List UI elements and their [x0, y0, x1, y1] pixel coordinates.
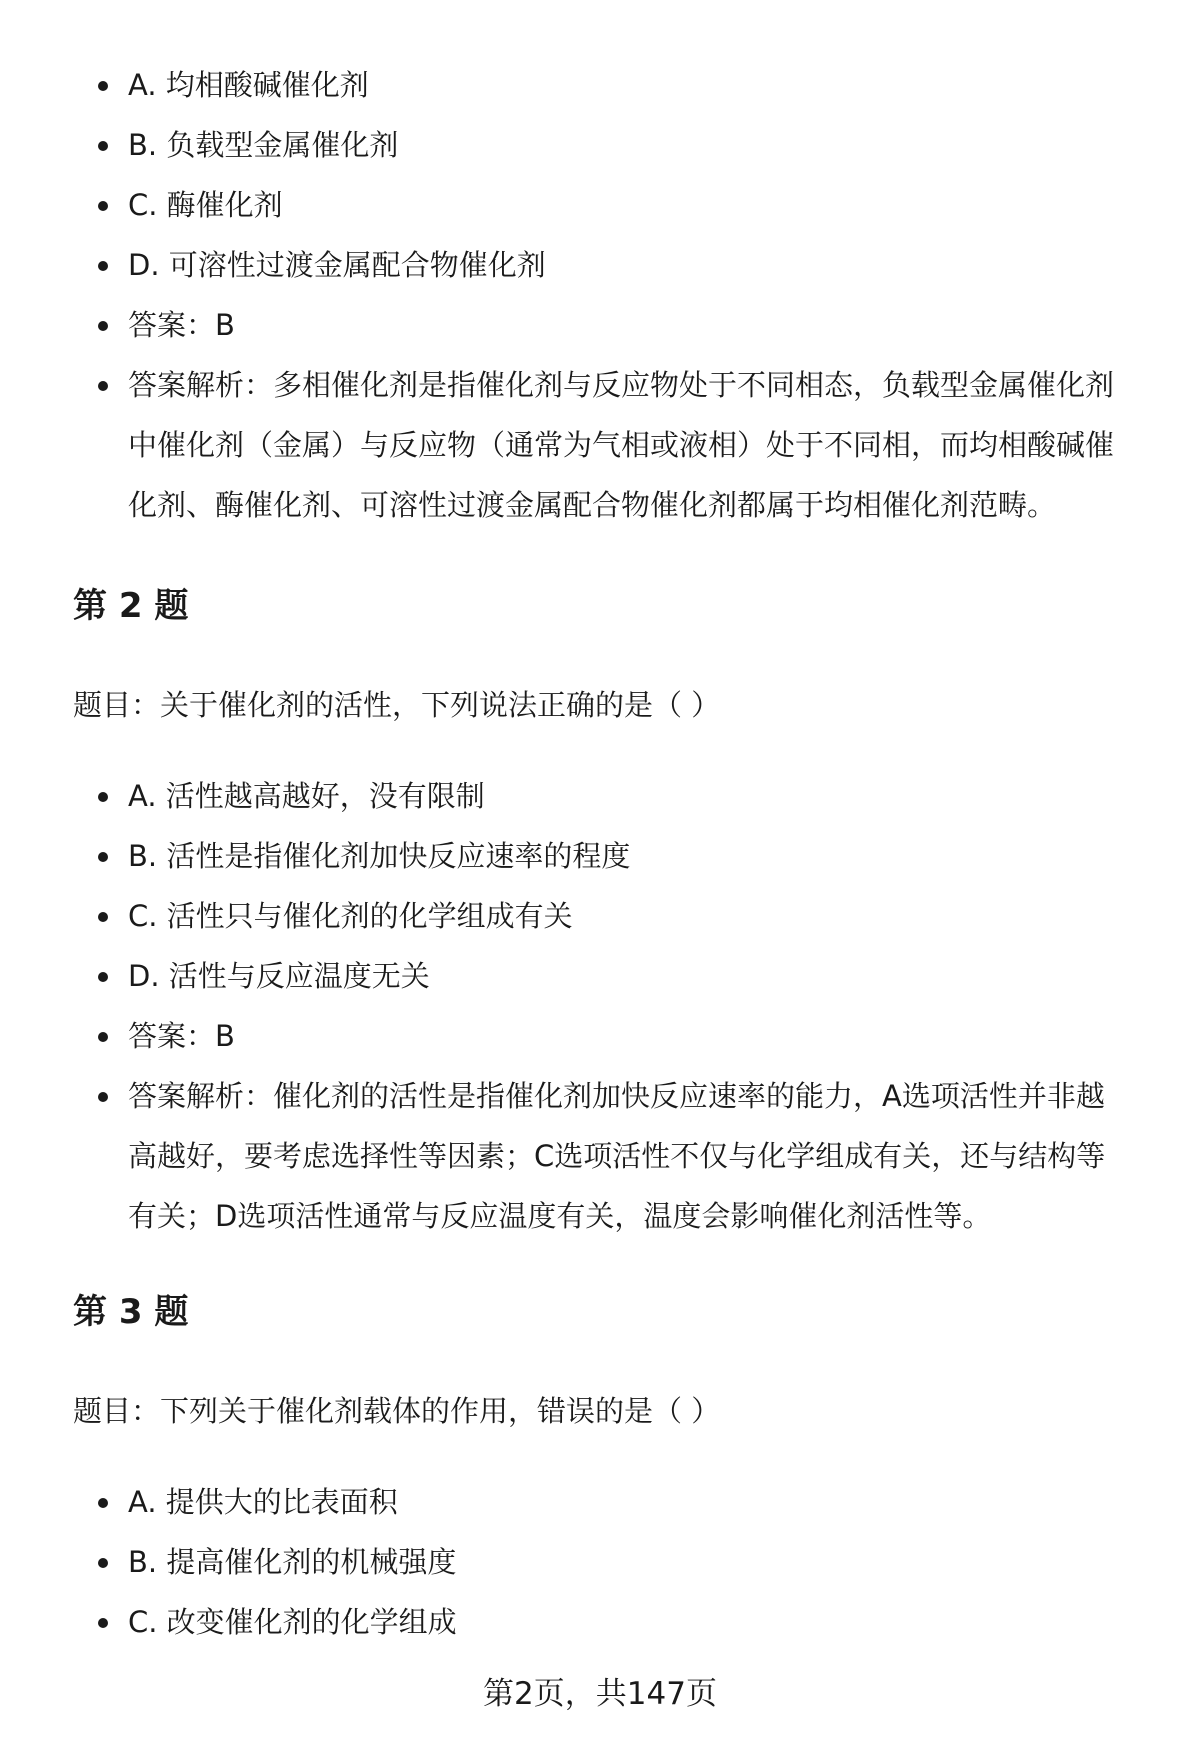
q3-stem: 题目：下列关于催化剂载体的作用，错误的是（ ）	[73, 1394, 721, 1428]
bullet-icon	[98, 1618, 108, 1628]
q3-option-b: B. 提高催化剂的机械强度	[0, 1532, 1128, 1592]
bullet-icon	[98, 381, 108, 391]
bullet-icon	[98, 1032, 108, 1042]
q2-option-d: D. 活性与反应温度无关	[0, 946, 1128, 1006]
q1-option-c: C. 酶催化剂	[0, 175, 1128, 235]
q3-option-a: A. 提供大的比表面积	[0, 1472, 1128, 1532]
q2-block	[0, 766, 1128, 1246]
q3-title: 第 3 题	[73, 1292, 189, 1332]
q2-stem: 题目：关于催化剂的活性，下列说法正确的是（ ）	[73, 688, 721, 722]
bullet-icon	[98, 972, 108, 982]
q2-answer: 答案：B	[0, 1006, 1128, 1066]
q3-block	[0, 1472, 1128, 1652]
bullet-icon	[98, 81, 108, 91]
q1-options	[0, 55, 1128, 535]
bullet-icon	[98, 852, 108, 862]
bullet-icon	[98, 201, 108, 211]
q2-explanation: 答案解析：催化剂的活性是指催化剂加快反应速率的能力，A选项活性并非越高越好，要考虑选择性等因素；C选项活性不仅与化学组成有关，还与结构等有关；D选项活性通常与反应温度有关，温度会影响催化剂活性等。	[0, 1066, 1128, 1246]
q1-option-a: A. 均相酸碱催化剂	[0, 55, 1128, 115]
q2-title: 第 2 题	[73, 586, 189, 626]
q1-answer: 答案：B	[0, 295, 1128, 355]
bullet-icon	[98, 912, 108, 922]
q1-explanation: 答案解析：多相催化剂是指催化剂与反应物处于不同相态，负载型金属催化剂中催化剂（金属）与反应物（通常为气相或液相）处于不同相，而均相酸碱催化剂、酶催化剂、可溶性过渡金属配合物催化剂都属于均相催化剂范畴。	[0, 355, 1128, 535]
q1-block	[0, 55, 1128, 535]
q3-options	[0, 1472, 1128, 1652]
page-footer: 第2页，共147页	[483, 1676, 717, 1712]
q2-options	[0, 766, 1128, 1246]
q1-option-d: D. 可溶性过渡金属配合物催化剂	[0, 235, 1128, 295]
bullet-icon	[98, 261, 108, 271]
q2-option-a: A. 活性越高越好，没有限制	[0, 766, 1128, 826]
q3-option-c: C. 改变催化剂的化学组成	[0, 1592, 1128, 1652]
bullet-icon	[98, 792, 108, 802]
bullet-icon	[98, 1092, 108, 1102]
bullet-icon	[98, 141, 108, 151]
q2-option-b: B. 活性是指催化剂加快反应速率的程度	[0, 826, 1128, 886]
bullet-icon	[98, 1558, 108, 1568]
q2-option-c: C. 活性只与催化剂的化学组成有关	[0, 886, 1128, 946]
bullet-icon	[98, 1498, 108, 1508]
bullet-icon	[98, 321, 108, 331]
q1-option-b: B. 负载型金属催化剂	[0, 115, 1128, 175]
